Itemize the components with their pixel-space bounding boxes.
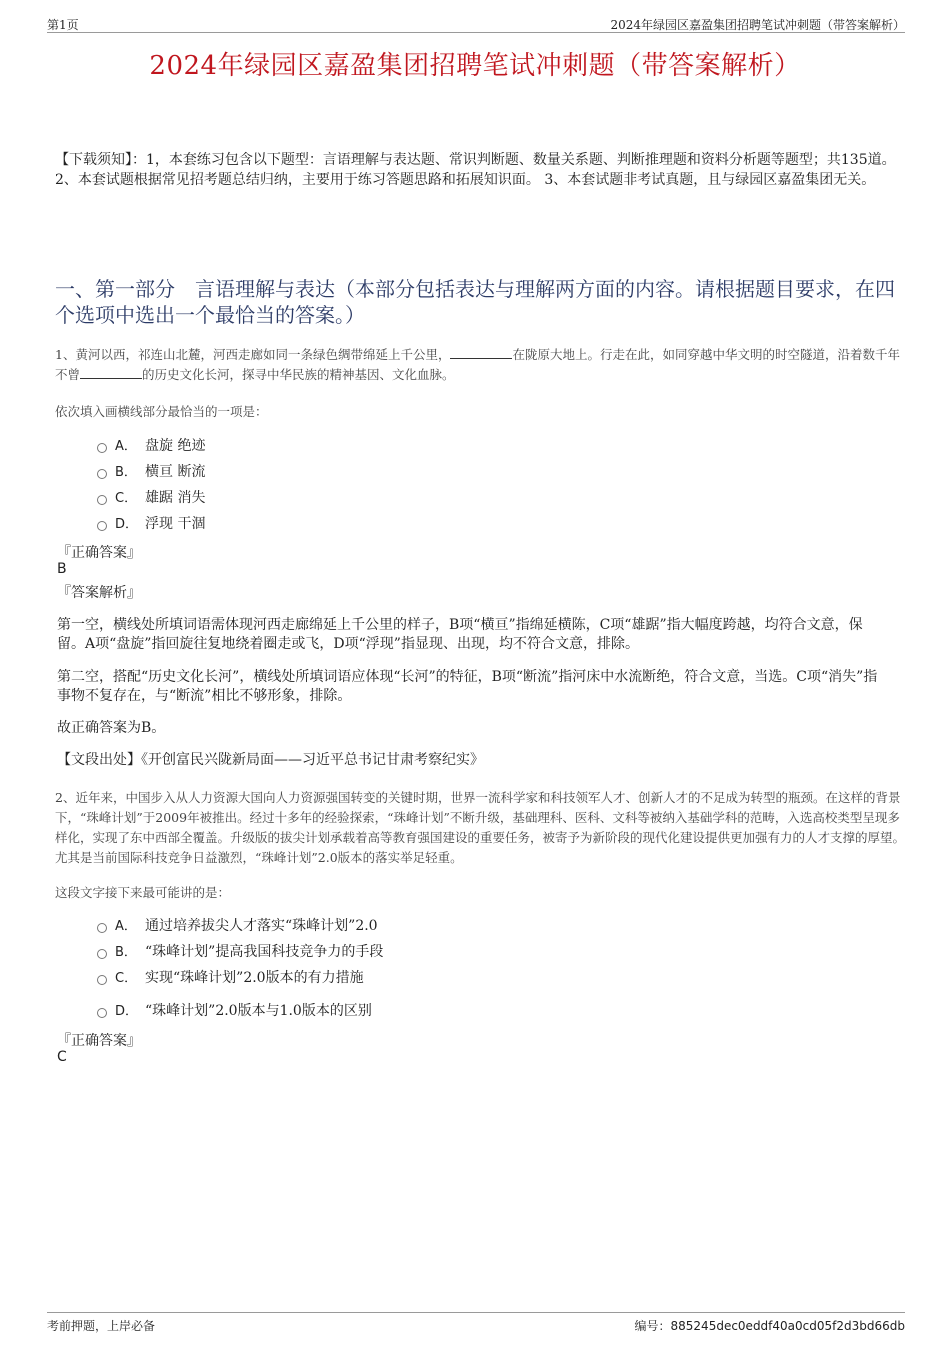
q2-option-b[interactable]: B． “珠峰计划”提高我国科技竞争力的手段	[97, 942, 383, 962]
question-2-prompt: 这段文字接下来最可能讲的是：	[55, 885, 231, 900]
q1-option-b[interactable]: B． 横亘 断流	[97, 462, 205, 482]
blank-1	[450, 346, 512, 359]
blank-2	[80, 366, 142, 379]
page-title: 2024年绿园区嘉盈集团招聘笔试冲刺题（带答案解析）	[149, 51, 801, 81]
radio-icon[interactable]	[97, 521, 107, 531]
question-1-prompt: 依次填入画横线部分最恰当的一项是：	[55, 404, 268, 419]
radio-icon[interactable]	[97, 975, 107, 985]
radio-icon[interactable]	[97, 495, 107, 505]
section-heading: 一、第一部分 言语理解与表达（本部分包括表达与理解两方面的内容。请根据题目要求，在四个选项中选出一个最恰当的答案。）	[55, 277, 895, 327]
question-2-text: 2、近年来，中国步入从人力资源大国向人力资源强国转变的关键时期，世界一流科学家和科技领军人才、创新人才的不足成为转型的瓶颈。在这样的背景下，“珠峰计划”于2009年被推出。经过十多年的经验探索，“珠峰计划”不断升级，基础理科、医科、文科等被纳入基础学科的范畴，入选高校类型呈现多样化，实现了东中西部全覆盖。升级版的拔尖计划承载着高等教育强国建设的重要任务，被寄予为新阶段的现代化建设提供更加强有力的人才支撑的厚望。尤其是当前国际科技竞争日益激烈，“珠峰计划”2.0版本的落实举足轻重。	[55, 790, 906, 865]
page-header	[47, 14, 905, 33]
question-1-text: 1、黄河以西，祁连山北麓，河西走廊如同一条绿色绸带绵延上千公里， 在陇原大地上。行走在此，如同穿越中华文明的时空隧道，沿着数千年不曾 的历史文化长河，探寻中华民族的精神基因、文化血脉。	[55, 347, 900, 382]
footer-slogan: 考前押题，上岸必备	[47, 1319, 156, 1333]
q1-source: 【文段出处】《开创富民兴陇新局面——习近平总书记甘肃考察纪实》	[57, 752, 484, 768]
q1-analysis-p1: 第一空，横线处所填词语需体现河西走廊绵延上千公里的样子，B项“横亘”指绵延横陈，C项“雄踞”指大幅度跨越，均符合文意，保留。A项“盘旋”指回旋往复地绕着圈走或飞，D项“浮现”指显现、出现，均不符合文意，排除。	[57, 617, 863, 652]
download-notice: 【下载须知】：1，本套练习包含以下题型：言语理解与表达题、常识判断题、数量关系题、判断推理题和资料分析题等题型；共135道。 2、本套试题根据常见招考题总结归纳，主要用于练习答题思路和拓展知识面。 3、本套试题非考试真题，且与绿园区嘉盈集团无关。	[55, 152, 896, 188]
radio-icon[interactable]	[97, 923, 107, 933]
page-number: 第1页	[47, 18, 79, 32]
q1-answer-label: 『正确答案』	[57, 545, 141, 561]
q2-answer: C	[57, 1049, 67, 1065]
q1-analysis-p3: 故正确答案为B。	[57, 720, 166, 736]
q1-option-d[interactable]: D． 浮现 干涸	[97, 514, 205, 534]
page-footer	[47, 1312, 905, 1335]
q1-option-a[interactable]: A． 盘旋 绝迹	[97, 436, 205, 456]
radio-icon[interactable]	[97, 469, 107, 479]
q2-option-d[interactable]: D． “珠峰计划”2.0版本与1.0版本的区别	[97, 1001, 372, 1021]
q1-answer: B	[57, 561, 67, 577]
header-doc-title: 2024年绿园区嘉盈集团招聘笔试冲刺题（带答案解析）	[610, 18, 905, 32]
radio-icon[interactable]	[97, 949, 107, 959]
q1-option-c[interactable]: C． 雄踞 消失	[97, 488, 205, 508]
q1-analysis-p2: 第二空，搭配“历史文化长河”，横线处所填词语应体现“长河”的特征，B项“断流”指河床中水流断绝，符合文意，当选。C项“消失”指事物不复存在，与“断流”相比不够形象，排除。	[57, 669, 878, 704]
q2-answer-label: 『正确答案』	[57, 1033, 141, 1049]
q1-analysis-label: 『答案解析』	[57, 585, 141, 601]
q2-option-a[interactable]: A． 通过培养拔尖人才落实“珠峰计划”2.0	[97, 916, 378, 936]
radio-icon[interactable]	[97, 443, 107, 453]
q2-option-c[interactable]: C． 实现“珠峰计划”2.0版本的有力措施	[97, 968, 364, 988]
radio-icon[interactable]	[97, 1008, 107, 1018]
footer-code: 编号：885245dec0eddf40a0cd05f2d3bd66db	[634, 1319, 905, 1333]
